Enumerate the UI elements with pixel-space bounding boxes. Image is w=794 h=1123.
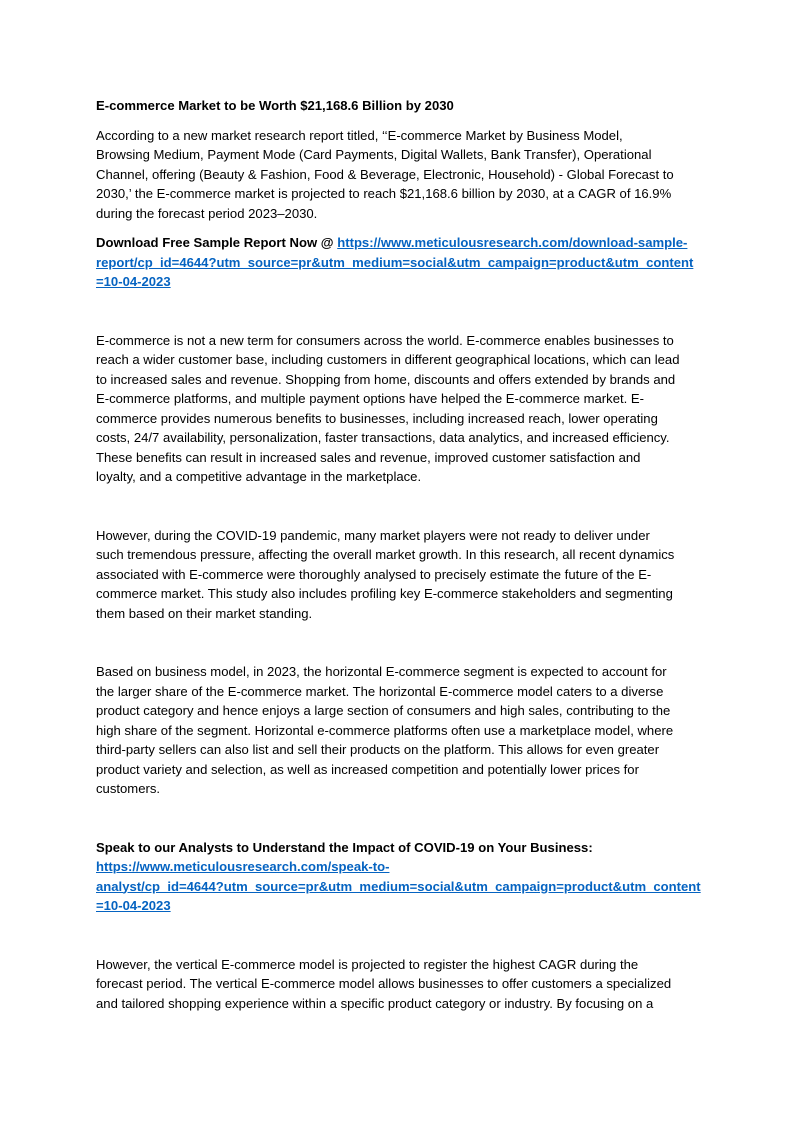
download-label: Download Free Sample Report Now @	[96, 235, 338, 250]
text-line: reach a wider customer base, including customers in different geographical locations, which can lead	[96, 352, 680, 367]
speak-analyst-label: Speak to our Analysts to Understand the Impact of COVID-19 on Your Business:	[96, 839, 593, 855]
text-line: However, during the COVID-19 pandemic, many market players were not ready to deliver under	[96, 527, 650, 543]
intro-paragraph	[96, 126, 700, 224]
text-line: loyalty, and a competitive advantage in the marketplace.	[96, 469, 422, 484]
text-line: According to a new market research report titled, ‘‘E-commerce Market by Business Model,	[96, 127, 623, 143]
text-line: E-commerce is not a new term for consumers across the world. E-commerce enables businesses to	[96, 332, 674, 348]
speak-analyst-link-cont[interactable]: =10-04-2023	[96, 898, 171, 913]
text-line: such tremendous pressure, affecting the overall market growth. In this research, all recent dynamics	[96, 547, 675, 562]
text-line: associated with E-commerce were thoroughly analysed to precisely estimate the future of the E-	[96, 566, 652, 582]
download-section	[96, 233, 700, 292]
speak-analyst-link-cont[interactable]: analyst/cp_id=4644?utm_source=pr&utm_medium=social&utm_campaign=product&utm_content	[96, 878, 701, 894]
covid-paragraph	[96, 526, 700, 624]
text-line: third-party sellers can also list and sell their products on the platform. This allows for even greater	[96, 742, 660, 757]
speak-analyst-link[interactable]: https://www.meticulousresearch.com/speak-to-	[96, 859, 390, 874]
text-line: forecast period. The vertical E-commerce model allows businesses to offer customers a specialized	[96, 976, 672, 991]
vertical-model-paragraph	[96, 955, 700, 1014]
text-line: E-commerce platforms, and multiple payment options have helped the E-commerce market. E-	[96, 391, 644, 406]
text-line: during the forecast period 2023–2030.	[96, 205, 318, 221]
text-line: Browsing Medium, Payment Mode (Card Payments, Digital Wallets, Bank Transfer), Operational	[96, 147, 652, 162]
text-line: and tailored shopping experience within a specific product category or industry. By focusing on a	[96, 995, 654, 1011]
ecommerce-benefits-paragraph	[96, 331, 700, 487]
text-line: Based on business model, in 2023, the horizontal E-commerce segment is expected to account for	[96, 664, 667, 679]
text-line: However, the vertical E-commerce model is projected to register the highest CAGR during the	[96, 956, 639, 972]
text-line: costs, 24/7 availability, personalization, faster transactions, data analytics, and increased efficiency.	[96, 430, 670, 445]
page-title: E-commerce Market to be Worth $21,168.6 Billion by 2030	[96, 98, 454, 113]
text-line: commerce provides numerous benefits to businesses, including increased reach, lower operating	[96, 410, 658, 426]
text-line: product variety and selection, as well as increased competition and potentially lower prices for	[96, 761, 639, 777]
text-line: to increased sales and revenue. Shopping from home, discounts and offers extended by brands and	[96, 371, 676, 387]
text-line: These benefits can result in increased sales and revenue, improved customer satisfaction and	[96, 449, 641, 465]
text-line: commerce market. This study also includes profiling key E-commerce stakeholders and segmenting	[96, 586, 673, 601]
text-line: the larger share of the E-commerce market. The horizontal E-commerce model caters to a diverse	[96, 683, 664, 699]
business-model-paragraph	[96, 662, 700, 799]
download-sample-link-cont[interactable]: =10-04-2023	[96, 274, 171, 289]
document-page	[96, 96, 700, 1023]
text-line: product category and hence enjoys a large section of consumers and high sales, contributing to the	[96, 703, 671, 718]
download-sample-link[interactable]: https://www.meticulousresearch.com/download-sample-	[337, 235, 688, 250]
text-line: 2030,’ the E-commerce market is projected to reach $21,168.6 billion by 2030, at a CAGR of 16.9%	[96, 186, 672, 201]
download-sample-link-cont[interactable]: report/cp_id=4644?utm_source=pr&utm_medium=social&utm_campaign=product&utm_content	[96, 254, 694, 270]
text-line: them based on their market standing.	[96, 605, 313, 621]
text-line: high share of the segment. Horizontal e-commerce platforms often use a marketplace model, where	[96, 722, 674, 738]
text-line: customers.	[96, 781, 161, 796]
speak-analyst-section	[96, 838, 700, 916]
text-line: Channel, offering (Beauty & Fashion, Food & Beverage, Electronic, Household) - Global Forecast to	[96, 166, 674, 182]
